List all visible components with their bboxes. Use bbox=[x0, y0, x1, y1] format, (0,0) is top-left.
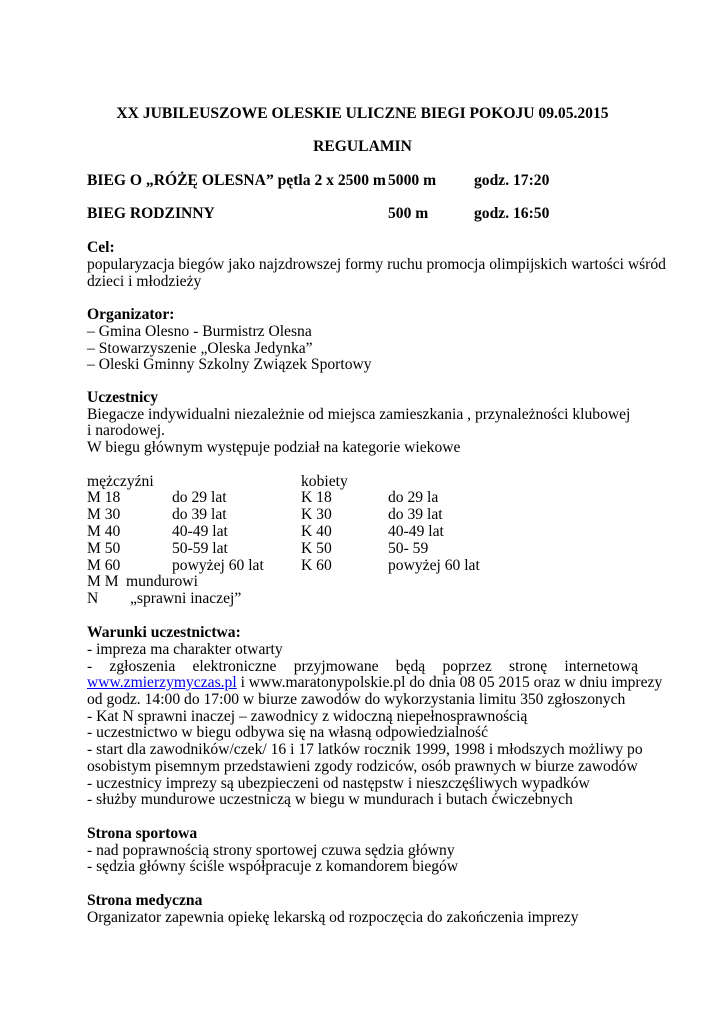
warunki-line: - Kat N sprawni inaczej – zawodnicy z widoczną niepełnosprawnością bbox=[87, 708, 528, 725]
sportowa-line: - sędzia główny ściśle współpracuje z komandorem biegów bbox=[87, 858, 459, 875]
category-code: K 60 bbox=[301, 557, 332, 574]
sportowa-line: - nad poprawnością strony sportowej czuwa sędzia główny bbox=[87, 842, 455, 859]
race-main-name: BIEG O „RÓŻĘ OLESNA” pętla 2 x 2500 m bbox=[87, 172, 386, 189]
cel-line: popularyzacja biegów jako najzdrowszej formy ruchu promocja olimpijskich wartości wśród bbox=[87, 256, 666, 273]
warunki-line: - impreza ma charakter otwarty bbox=[87, 641, 283, 658]
category-code: N bbox=[87, 590, 99, 607]
category-age: do 39 lat bbox=[388, 506, 443, 523]
uczestnicy-line: i narodowej. bbox=[87, 422, 165, 439]
warunki-line: od godz. 14:00 do 17:00 w biurze zawodów do wykorzystania limitu 350 zgłoszonych bbox=[87, 691, 626, 708]
category-age: 40-49 lat bbox=[388, 523, 444, 540]
warunki-line: - służby mundurowe uczestniczą w biegu w mundurach i butach ćwiczebnych bbox=[87, 791, 573, 808]
section-heading-uczestnicy: Uczestnicy bbox=[87, 389, 159, 406]
warunki-line: osobistym pisemnym przedstawieni zgody rodziców, osób prawnych w biurze zawodów bbox=[87, 758, 638, 775]
warunki-line: - zgłoszenia elektroniczne przyjmowane będą poprzez stronę internetową bbox=[87, 658, 638, 675]
category-code: K 50 bbox=[301, 540, 332, 557]
warunki-line-with-link bbox=[87, 674, 662, 691]
section-heading-sportowa: Strona sportowa bbox=[87, 825, 198, 842]
warunki-line: - start dla zawodników/czek/ 16 i 17 latków rocznik 1999, 1998 i młodszych możliwy po bbox=[87, 741, 643, 758]
section-heading-organizator: Organizator: bbox=[87, 306, 175, 323]
category-code: K 40 bbox=[301, 523, 332, 540]
warunki-line: - uczestnicy imprezy są ubezpieczeni od następstw i nieszczęśliwych wypadków bbox=[87, 775, 590, 792]
category-age: do 39 lat bbox=[172, 506, 227, 523]
women-column-header: kobiety bbox=[301, 473, 348, 490]
category-age: do 29 la bbox=[388, 489, 439, 506]
organizator-line: – Gmina Olesno - Burmistrz Olesna bbox=[87, 323, 312, 340]
category-code: M 60 bbox=[87, 557, 121, 574]
organizator-line: – Stowarzyszenie „Oleska Jedynka” bbox=[87, 340, 313, 357]
race-family-time: godz. 16:50 bbox=[474, 205, 550, 222]
race-main-distance: 5000 m bbox=[388, 172, 437, 189]
warunki-line: - uczestnictwo w biegu odbywa się na własną odpowiedzialność bbox=[87, 724, 488, 741]
category-age: do 29 lat bbox=[172, 489, 227, 506]
category-code: M 50 bbox=[87, 540, 121, 557]
document-subtitle: REGULAMIN bbox=[313, 138, 412, 155]
section-heading-medyczna: Strona medyczna bbox=[87, 892, 203, 909]
category-code: K 18 bbox=[301, 489, 332, 506]
category-age: 50- 59 bbox=[388, 540, 429, 557]
category-code: M 30 bbox=[87, 506, 121, 523]
category-code: M 40 bbox=[87, 523, 121, 540]
medyczna-line: Organizator zapewnia opiekę lekarską od rozpoczęcia do zakończenia imprezy bbox=[87, 909, 579, 926]
category-label: „sprawni inaczej” bbox=[130, 590, 242, 607]
race-family-distance: 500 m bbox=[388, 205, 429, 222]
category-age: powyżej 60 lat bbox=[388, 557, 480, 574]
race-main-time: godz. 17:20 bbox=[474, 172, 550, 189]
registration-link[interactable]: www.zmierzymyczas.pl bbox=[87, 674, 237, 691]
category-code: M M bbox=[87, 573, 119, 590]
warunki-line-text: i www.maratonypolskie.pl do dnia 08 05 2015 oraz w dniu imprezy bbox=[236, 674, 663, 691]
category-age: powyżej 60 lat bbox=[172, 557, 264, 574]
section-heading-warunki: Warunki uczestnictwa: bbox=[87, 624, 241, 641]
section-heading-cel: Cel: bbox=[87, 239, 115, 256]
race-family-name: BIEG RODZINNY bbox=[87, 205, 215, 222]
category-code: M 18 bbox=[87, 489, 121, 506]
organizator-line: – Oleski Gminny Szkolny Związek Sportowy bbox=[87, 356, 372, 373]
men-column-header: mężczyźni bbox=[87, 473, 154, 490]
category-code: K 30 bbox=[301, 506, 332, 523]
category-age: 40-49 lat bbox=[172, 523, 228, 540]
category-label: mundurowi bbox=[126, 573, 198, 590]
uczestnicy-line: W biegu głównym występuje podział na kategorie wiekowe bbox=[87, 439, 461, 456]
document-title: XX JUBILEUSZOWE OLESKIE ULICZNE BIEGI POKOJU 09.05.2015 bbox=[116, 105, 609, 122]
cel-line: dzieci i młodzieży bbox=[87, 273, 202, 290]
category-age: 50-59 lat bbox=[172, 540, 228, 557]
uczestnicy-line: Biegacze indywidualni niezależnie od miejsca zamieszkania , przynależności klubowej bbox=[87, 406, 631, 423]
